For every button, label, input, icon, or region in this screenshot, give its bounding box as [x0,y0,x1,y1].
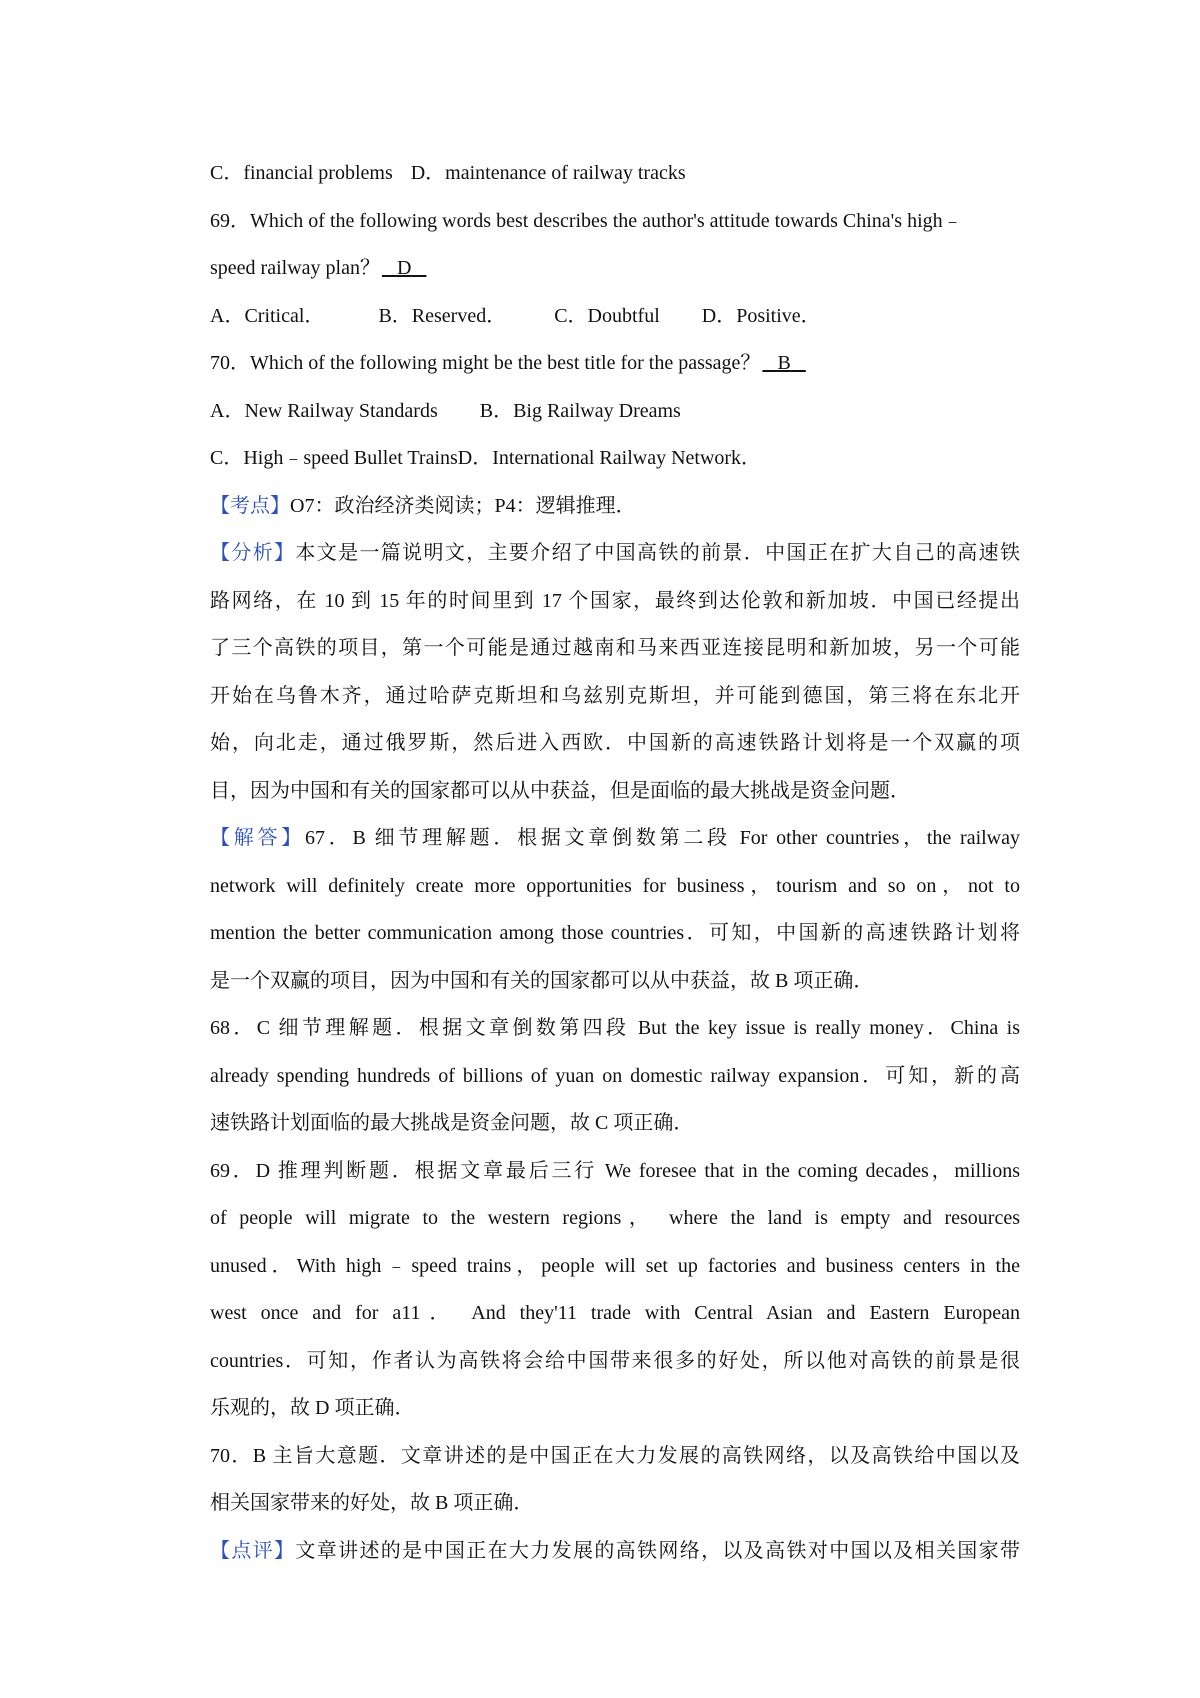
jieda-tag: 【解答】 [210,827,306,849]
jieda-a69-line6: 乐观的，故 D 项正确． [210,1397,415,1419]
jieda-a67-text-1: 67．B 细节理解题．根据文章倒数第二段 For other countries，the railway [305,827,1021,849]
q69-stem-text: speed railway plan？ [210,257,380,279]
fenxi-line6: 目，因为中国和有关的国家都可以从中获益，但是面临的最大挑战是资金问题． [210,779,910,802]
jieda-a67-line2: network will definitely create more opportunities for business，tourism and so on，not to [210,874,1020,897]
jieda-a69-line2: of people will migrate to the western regions， where the land is empty and resources [210,1207,1020,1229]
jieda-a68-line1: 68．C 细节理解题．根据文章倒数第四段 But the key issue is really money．China is [210,1017,1020,1039]
q70-answer-blank [760,340,807,388]
q69-option-a: A．Critical． [210,304,325,327]
jieda-a67-line3: mention the better communication among those countries．可知，中国新的高速铁路计划将 [210,922,1020,944]
jieda-a68-line2: already spending hundreds of billions of yuan on domestic railway expansion．可知，新的高 [210,1064,1020,1087]
q69-answer: D [396,257,412,279]
q69-option-d: D．Positive． [701,304,821,327]
q70-option-b: B．Big Railway Dreams [479,399,681,422]
q70-option-d: D．International Railway Network． [457,447,762,469]
dianping-text: 文章讲述的是中国正在大力发展的高铁网络，以及高铁对中国以及相关国家带 [295,1539,1021,1562]
dianping-section [210,1528,1020,1576]
kaodian-tag: 【考点】 [210,494,290,517]
q70-answer: B [777,352,791,374]
q69-answer-blank [380,245,428,293]
jieda-a69-line3: unused．With high﹣speed trains，people will set up factories and business centers in the [210,1254,1020,1277]
q68-option-d: D．maintenance of railway tracks [410,162,686,184]
q68-option-c: C．financial problems [210,162,393,184]
fenxi-text-1: 本文是一篇说明文，主要介绍了中国高铁的前景．中国正在扩大自己的高速铁 [295,542,1021,564]
jieda-a69-line1: 69．D 推理判断题．根据文章最后三行 We foresee that in the coming decades，millions [210,1159,1020,1182]
document-page [210,150,1020,1575]
fenxi-line4: 开始在乌鲁木齐，通过哈萨克斯坦和乌兹别克斯坦，并可能到德国，第三将在东北开 [210,684,1020,707]
q70-options-cd [210,435,1020,483]
q70-stem-line [210,340,1020,388]
fenxi-line1 [210,530,1020,578]
q69-option-c: C．Doubtful [554,304,660,327]
q70-option-a: A．New Railway Standards [210,399,438,422]
fenxi-tag: 【分析】 [210,542,296,564]
fenxi-line3: 了三个高铁的项目，第一个可能是通过越南和马来西亚连接昆明和新加坡，另一个可能 [210,637,1020,659]
q70-option-c: C．High﹣speed Bullet Trains [210,447,458,469]
jieda-a67-line1 [210,815,1020,863]
fenxi-line5: 始，向北走，通过俄罗斯，然后进入西欧．中国新的高速铁路计划将是一个双赢的项 [210,732,1020,754]
q69-options [210,293,1020,341]
jieda-a67-line4: 是一个双赢的项目，因为中国和有关的国家都可以从中获益，故 B 项正确． [210,969,874,992]
jieda-a68-line3: 速铁路计划面临的最大挑战是资金问题，故 C 项正确． [210,1112,694,1134]
jieda-a70-line1: 70．B 主旨大意题．文章讲述的是中国正在大力发展的高铁网络，以及高铁给中国以及 [210,1444,1020,1467]
q69-stem-line1: 69．Which of the following words best describes the author's attitude towards China's high﹣ [210,209,963,232]
jieda-a69-line4: west once and for a11． And they'11 trade with Central Asian and Eastern European [210,1302,1020,1324]
q70-options-ab [210,388,1020,436]
jieda-a70-line2: 相关国家带来的好处，故 B 项正确． [210,1492,534,1514]
fenxi-line2: 路网络，在 10 到 15 年的时间里到 17 个国家，最终到达伦敦和新加坡．中国已经提出 [210,589,1020,612]
q68-options-cd [210,150,1020,198]
kaodian-text: O7：政治经济类阅读；P4：逻辑推理． [290,494,636,517]
jieda-a69-line5: countries．可知，作者认为高铁将会给中国带来很多的好处，所以他对高铁的前景是很 [210,1349,1020,1372]
kaodian-section [210,483,1020,531]
dianping-tag: 【点评】 [210,1539,296,1562]
q69-stem-line2 [210,245,1020,293]
q70-stem-text: 70．Which of the following might be the best title for the passage？ [210,352,761,374]
q69-option-b: B．Reserved． [378,304,507,327]
